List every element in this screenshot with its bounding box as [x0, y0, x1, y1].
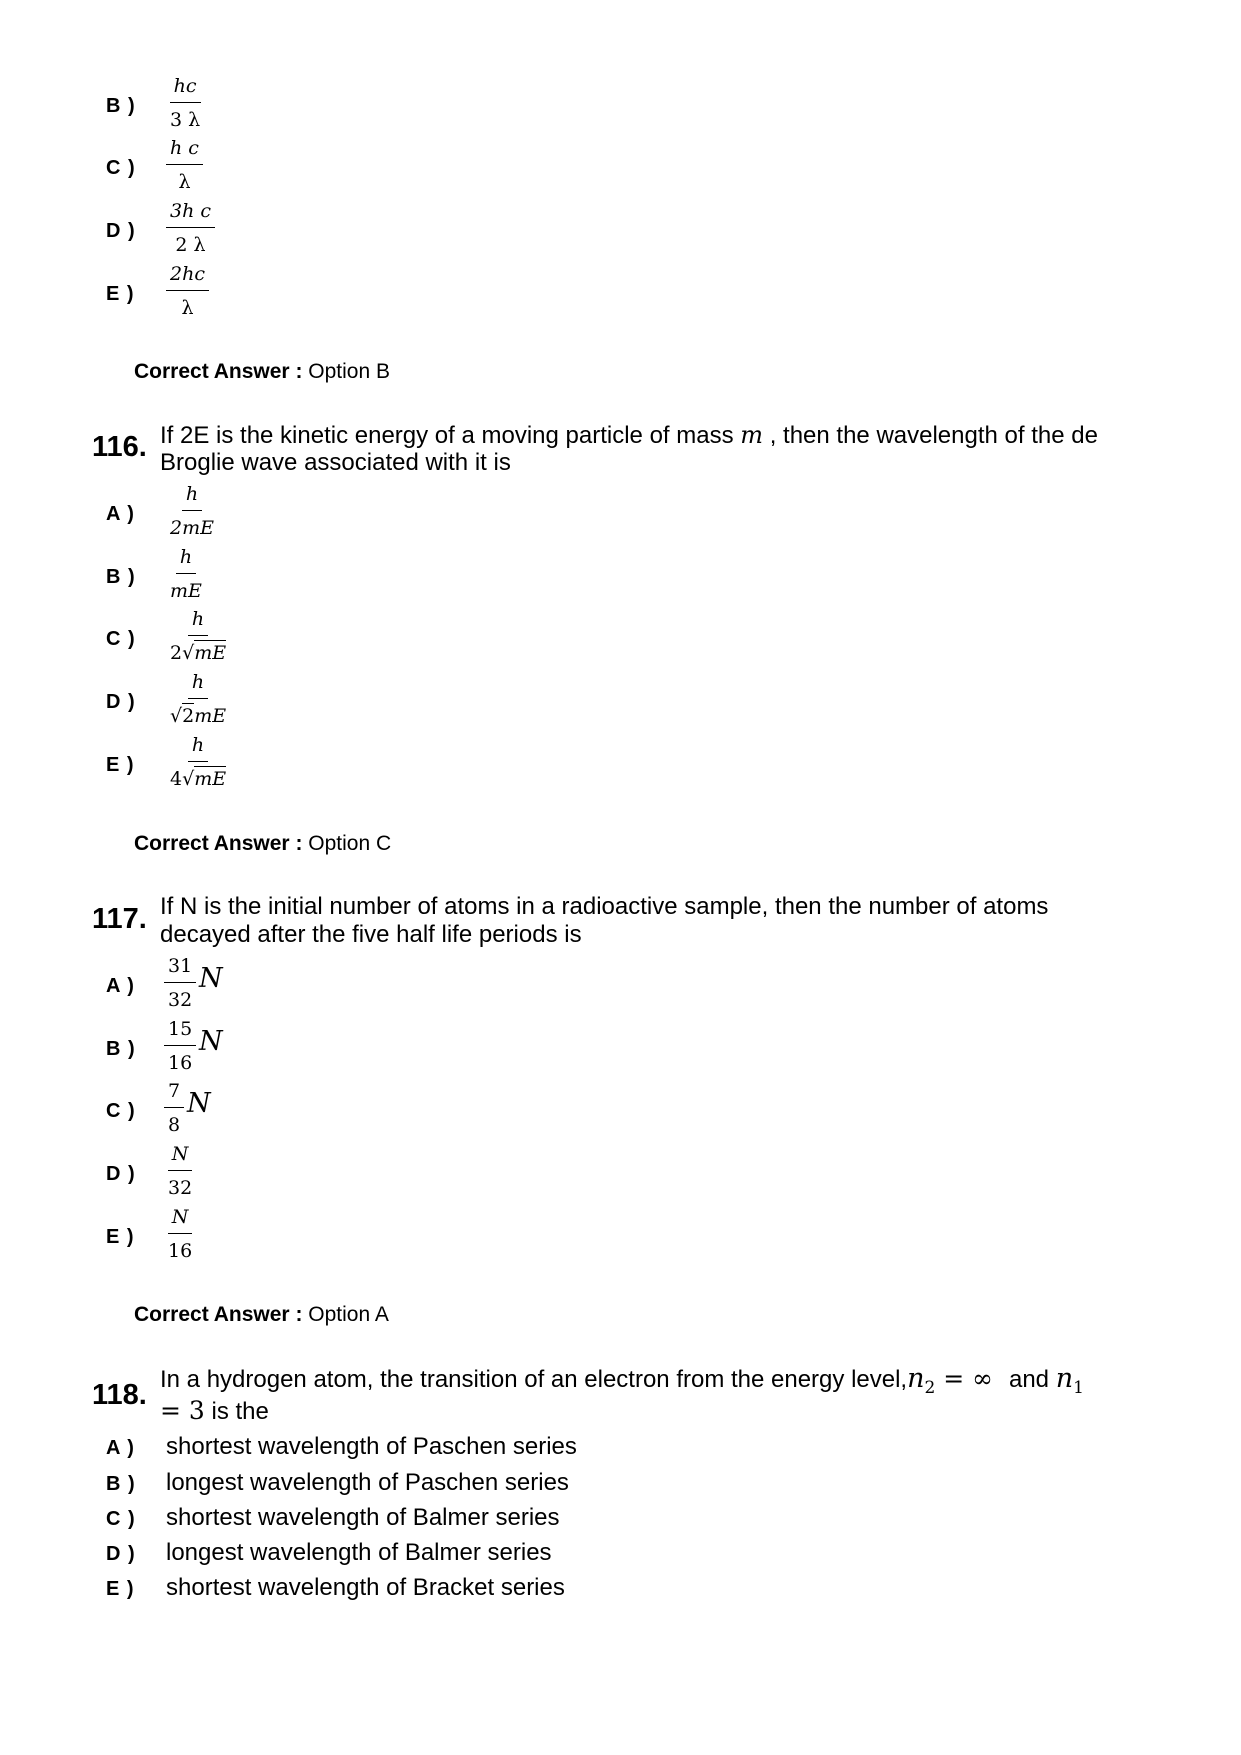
question-text-line: decayed after the five half life periods is	[160, 921, 582, 948]
fraction-numerator: 31	[164, 957, 196, 983]
radicand: mE	[194, 768, 227, 790]
option-label: D )	[106, 1543, 136, 1565]
fraction-denominator: 16	[168, 1240, 193, 1262]
fraction-denominator: 32	[168, 989, 193, 1011]
option-label: D )	[106, 220, 136, 242]
option-text: longest wavelength of Paschen series	[166, 1469, 569, 1496]
fraction	[166, 265, 209, 318]
question-text: If 2E is the kinetic energy of a moving particle of mass	[160, 422, 741, 449]
correct-answer-value: Option A	[302, 1303, 389, 1326]
fraction	[166, 485, 218, 538]
question-text: , then the wavelength of the de	[763, 422, 1098, 449]
fraction-denominator: 32	[168, 1177, 193, 1199]
correct-answer-value: Option B	[302, 360, 390, 383]
fraction	[164, 1208, 196, 1261]
option-label: E )	[106, 754, 135, 776]
math-variable: m	[740, 421, 764, 449]
fraction-numerator: h	[188, 673, 208, 699]
question-text-line	[160, 421, 1098, 450]
fraction	[166, 202, 215, 255]
question-text-line: Broglie wave associated with it is	[160, 449, 511, 476]
option-label: B )	[106, 95, 136, 117]
question-text-line: If N is the initial number of atoms in a radioactive sample, then the number of atoms	[160, 893, 1049, 920]
math-subscript: 1	[1073, 1377, 1084, 1398]
option-label: B )	[106, 566, 136, 588]
fraction	[166, 736, 230, 789]
fraction	[166, 548, 206, 601]
fraction-denominator: 3 λ	[170, 109, 201, 131]
question-number: 116.	[92, 431, 147, 463]
option-label: D )	[106, 691, 136, 713]
option-label: C )	[106, 157, 136, 179]
fraction-numerator: h	[188, 610, 208, 636]
correct-answer-value: Option C	[302, 832, 392, 855]
fraction-denominator	[166, 636, 230, 663]
fraction-numerator: h c	[166, 139, 203, 165]
math-expression: = 3	[160, 1396, 205, 1425]
fraction	[164, 957, 196, 1010]
option-label: A )	[106, 975, 135, 997]
math-expression: = ∞	[935, 1364, 993, 1393]
option-text: longest wavelength of Balmer series	[166, 1539, 552, 1566]
fraction	[166, 673, 230, 726]
fraction	[166, 610, 230, 663]
math-variable: N	[199, 1026, 223, 1057]
question-text: is the	[204, 1398, 269, 1425]
fraction-denominator: mE	[170, 580, 202, 602]
fraction-numerator: N	[168, 1145, 193, 1171]
fraction-numerator: h	[188, 736, 208, 762]
fraction-numerator: h	[182, 485, 202, 511]
option-label: E )	[106, 1226, 135, 1248]
option-label: E )	[106, 1578, 135, 1600]
correct-answer-label: Correct Answer :	[134, 832, 303, 855]
math-variable: N	[187, 1088, 211, 1119]
fraction	[164, 1020, 196, 1073]
fraction-denominator: λ	[181, 297, 194, 319]
fraction-numerator: h	[176, 548, 196, 574]
option-label: D )	[106, 1163, 136, 1185]
fraction-denominator: 2 λ	[175, 234, 206, 256]
question-text-line	[160, 1396, 269, 1426]
correct-answer	[134, 360, 390, 384]
correct-answer-label: Correct Answer :	[134, 1303, 303, 1326]
correct-answer	[134, 1303, 389, 1327]
correct-answer-label: Correct Answer :	[134, 360, 303, 383]
fraction	[166, 139, 203, 192]
option-label: B )	[106, 1038, 136, 1060]
fraction-denominator: 16	[168, 1052, 193, 1074]
radical-suffix: mE	[194, 705, 227, 727]
math-variable: n	[907, 1363, 925, 1394]
fraction-numerator: hc	[170, 77, 201, 103]
fraction-numerator: N	[168, 1208, 193, 1234]
fraction-denominator	[166, 762, 230, 789]
option-label: B )	[106, 1473, 136, 1495]
fraction-numerator: 15	[164, 1020, 196, 1046]
option-label: A )	[106, 503, 135, 525]
question-number: 118.	[92, 1379, 147, 1411]
math-variable: n	[1055, 1363, 1074, 1394]
fraction-denominator: 2mE	[170, 517, 214, 539]
option-text: shortest wavelength of Bracket series	[166, 1574, 565, 1601]
radical-prefix: 2√	[170, 642, 195, 664]
fraction-numerator: 7	[164, 1082, 184, 1108]
fraction-denominator: λ	[178, 171, 191, 193]
question-text: In a hydrogen atom, the transition of an electron from the energy level,	[160, 1366, 908, 1393]
option-label: C )	[106, 1508, 136, 1530]
math-variable: N	[199, 963, 223, 994]
question-text-line	[160, 1363, 1084, 1398]
question-text: and	[1008, 1366, 1056, 1393]
fraction	[166, 77, 204, 130]
radicand: mE	[194, 642, 227, 664]
option-text: shortest wavelength of Paschen series	[166, 1433, 577, 1460]
radical-sign: √	[170, 705, 183, 727]
fraction	[164, 1145, 196, 1198]
fraction	[164, 1082, 184, 1135]
fraction-numerator: 2hc	[166, 265, 209, 291]
radical-prefix: 4√	[170, 768, 195, 790]
option-label: E )	[106, 283, 135, 305]
option-label: C )	[106, 628, 136, 650]
option-text: shortest wavelength of Balmer series	[166, 1504, 560, 1531]
option-label: C )	[106, 1100, 136, 1122]
radicand: 2	[182, 705, 195, 727]
question-number: 117.	[92, 903, 147, 935]
math-subscript: 2	[924, 1377, 936, 1398]
fraction-numerator: 3h c	[166, 202, 215, 228]
correct-answer	[134, 832, 391, 856]
fraction-denominator	[166, 699, 230, 726]
option-label: A )	[106, 1437, 135, 1459]
fraction-denominator: 8	[168, 1114, 181, 1136]
